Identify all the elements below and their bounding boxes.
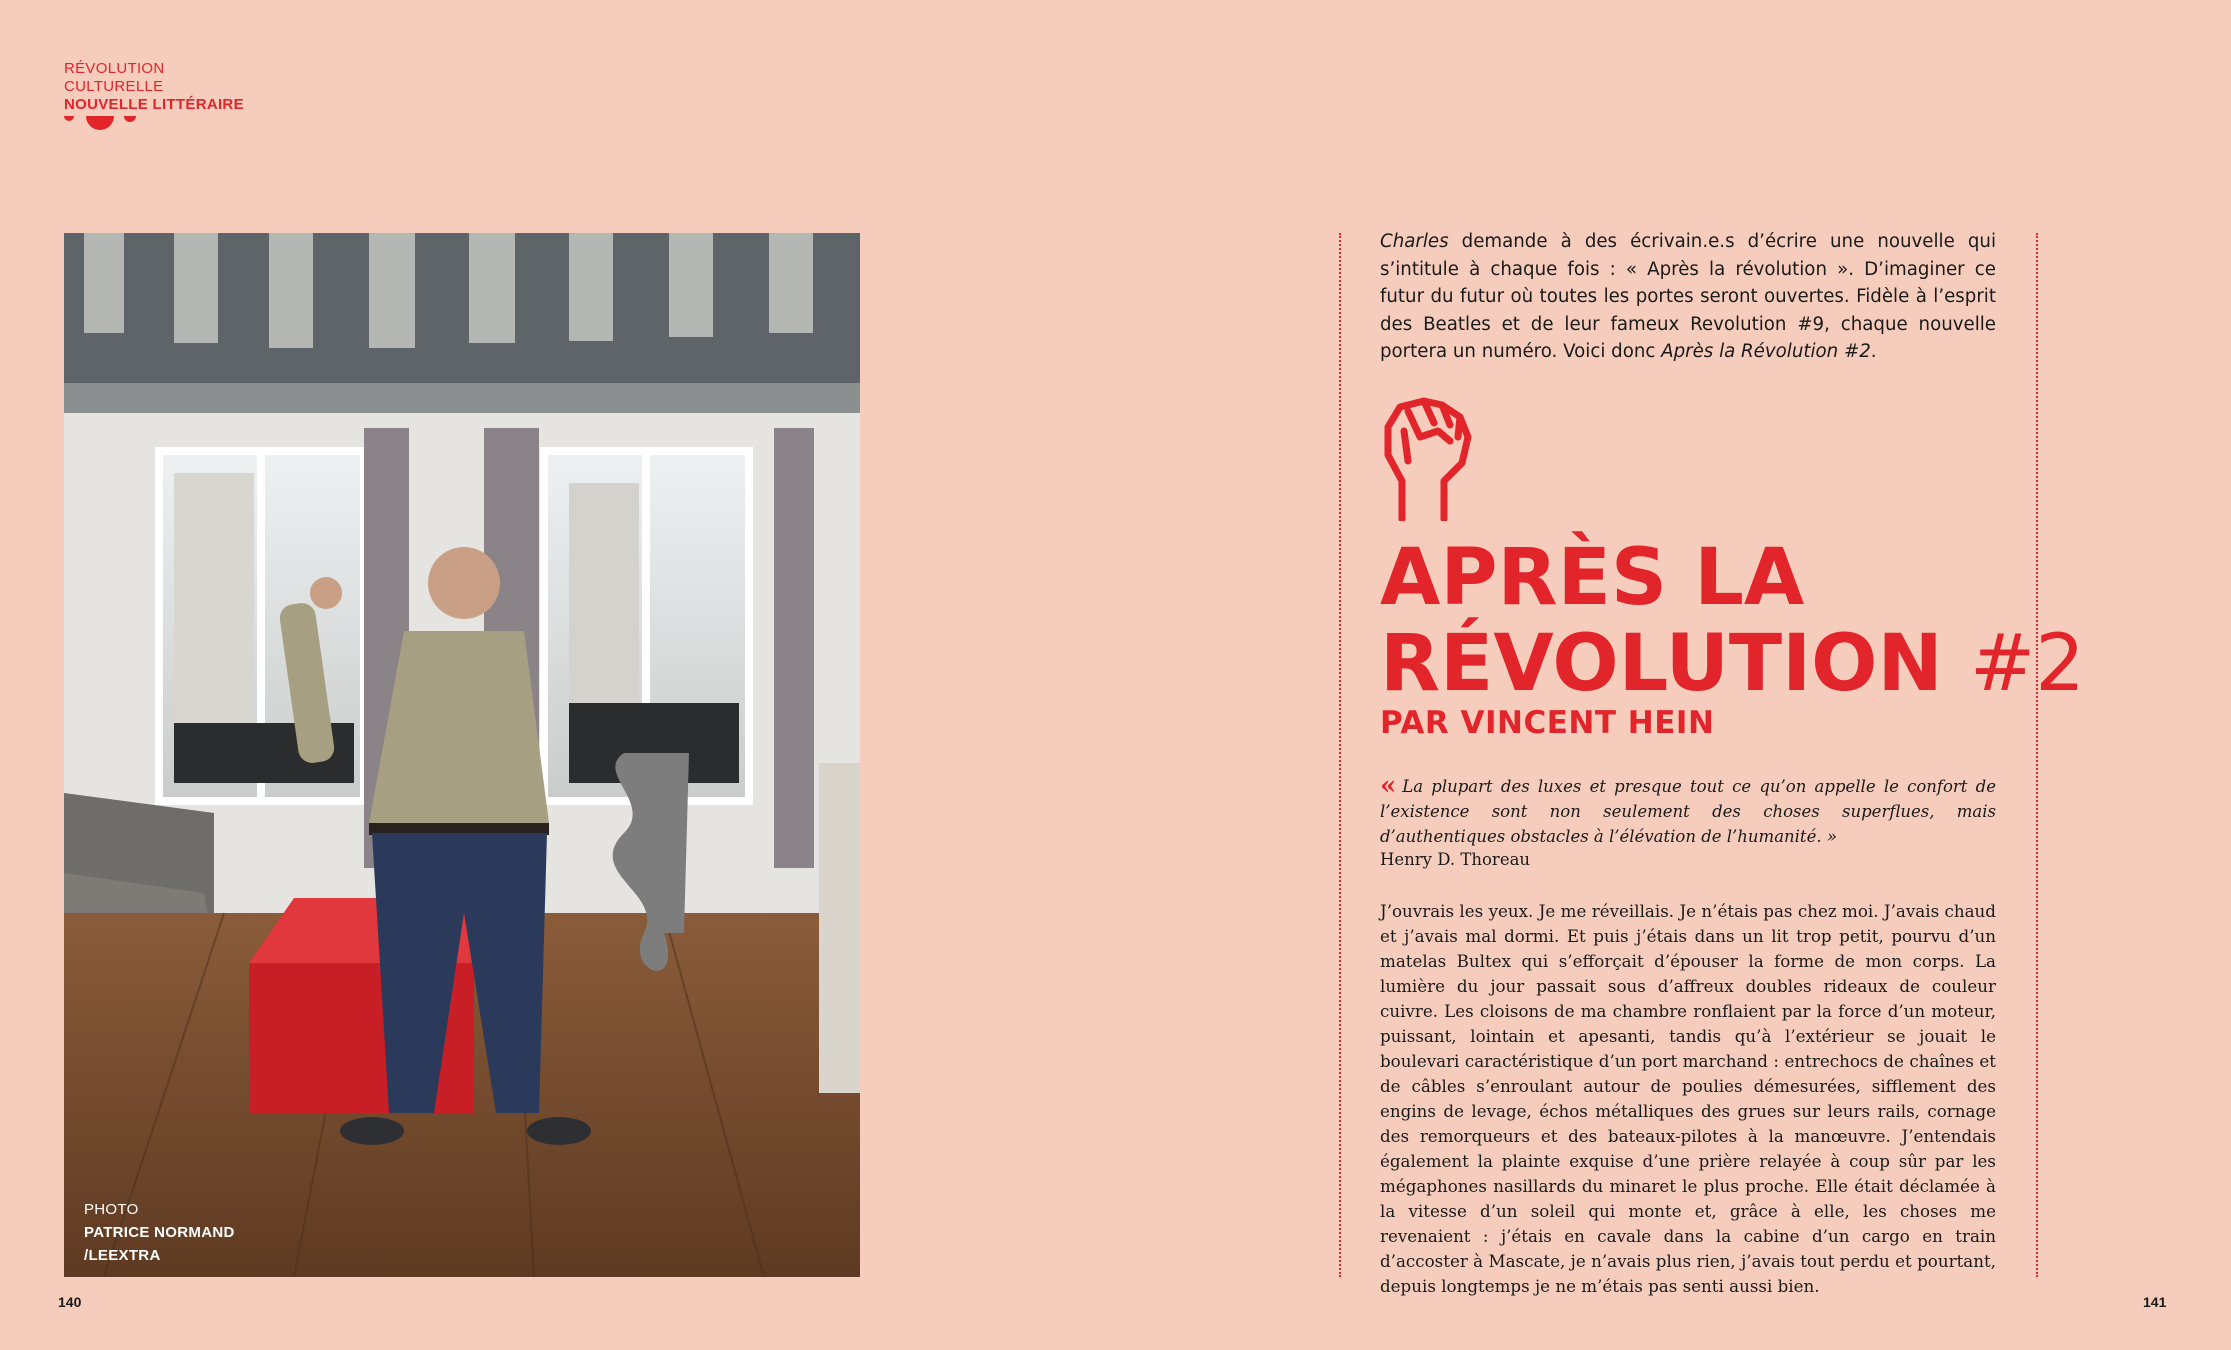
story-body: J’ouvrais les yeux. Je me réveillais. Je n’étais pas chez moi. J’avais chaud et j’avais mal dormi. Et puis j’étais dans un lit trop petit, pourvu d’un matelas Bultex qui s’efforçait d’épouser la forme de mon corps. La lumière du jour passait sous d’affreux doubles rideaux de couleur cuivre. Les cloisons de ma chambre ronflaient par la force d’un moteur, puissant, lointain et apesanti, tandis qu’à l’extérieur se jouait le boulevari caractéristique d’un port marchand : entrechocs de chaînes et de câbles s’enroulant autour de poulies démesurées, sifflement des engins de levage, échos métalliques des grues sur leurs rails, cornage des remorqueurs et des bateaux-pilotes à la manœuvre. J’entendais également la plainte exquise d’une prière relayée à coup sûr par les mégaphones nasillards du minaret le plus proche. Elle était déclamée à la vitesse d’un soleil qui monte et, grâce à elle, les choses me revenaient : j’étais en cavale dans la cabine d’un cargo en train d’accoster à Mascate, je n’avais plus rien, j’avais tout perdu et pourtant, depuis longtemps je ne m’étais pas senti aussi bien. — [1380, 901, 1996, 1296]
section-rubric — [64, 60, 244, 114]
photo-credit-name: PATRICE NORMAND — [84, 1224, 235, 1241]
intro-end: . — [1870, 341, 1877, 362]
page-number-right: 141 — [2143, 1294, 2167, 1310]
rubric-line-revolution: RÉVOLUTION — [64, 60, 165, 77]
story-title-line2 — [1380, 619, 2085, 709]
story-title-word: RÉVOLUTION — [1380, 619, 1943, 709]
intro-text: demande à des écrivain.e.s d’écrire une nouvelle qui s’intitule à chaque fois : « Après la révolution ». D’imaginer ce futur du futur où toutes les portes seront ouvertes. Fidèle à l’esprit des Beatles et de leur fameux Revolution #9, chaque nouvelle portera un numéro. Voici donc — [1380, 231, 1996, 362]
raised-fist-icon — [1378, 397, 1474, 521]
story-number: #2 — [1969, 619, 2085, 709]
dotted-rule-right — [2036, 233, 2038, 1277]
epigraph — [1380, 771, 1996, 849]
portrait-photo — [64, 233, 860, 1277]
photo-credit-label: PHOTO — [84, 1201, 139, 1218]
rubric-dots-icon — [62, 116, 142, 138]
story-title-line1: APRÈS LA — [1380, 533, 1805, 623]
intro-paragraph — [1380, 228, 1996, 366]
story-title — [1380, 533, 2085, 709]
epigraph-author: Henry D. Thoreau — [1380, 850, 1531, 869]
epigraph-quote: La plupart des luxes et presque tout ce qu’on appelle le confort de l’existence sont non seulement des choses superflues, mais d’authentiques obstacles à l’élévation de l’humanité. » — [1380, 777, 1996, 846]
intro-magazine-name: Charles — [1380, 231, 1449, 252]
rubric-line-nouvelle: NOUVELLE LITTÉRAIRE — [64, 96, 244, 113]
photo-credit — [84, 1198, 235, 1267]
intro-story-title: Après la Révolution #2 — [1661, 341, 1871, 362]
byline: PAR VINCENT HEIN — [1380, 705, 1715, 741]
dotted-rule-left — [1339, 233, 1341, 1277]
rubric-line-culturelle: CULTURELLE — [64, 78, 164, 95]
page-number-left: 140 — [58, 1294, 82, 1310]
quote-mark-icon: « — [1380, 771, 1397, 801]
photo-credit-agency: /LEEXTRA — [84, 1247, 161, 1264]
